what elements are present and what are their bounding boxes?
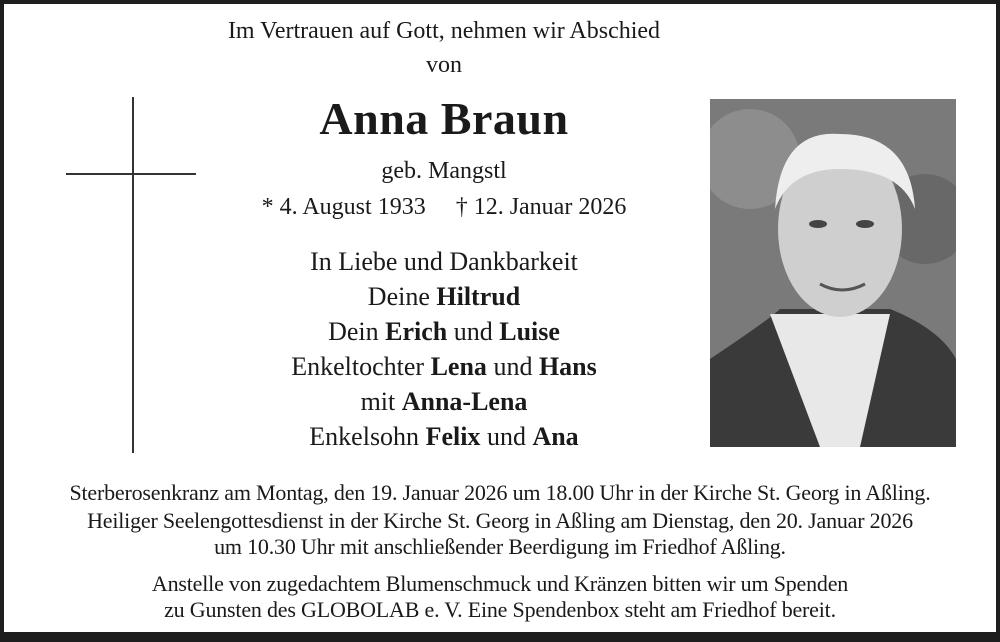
footer-line: um 10.30 Uhr mit anschließender Beerdigung im Friedhof Aßling.	[214, 534, 786, 559]
mourner-text: Enkelsohn	[309, 422, 426, 451]
mourner-name: Hans	[538, 352, 597, 381]
footer-line: Anstelle von zugedachtem Blumenschmuck und Kränzen bitten wir um Spenden	[151, 571, 849, 596]
mourner-text: In Liebe und Dankbarkeit	[310, 247, 578, 276]
mourner-line	[224, 387, 664, 417]
mourner-text: Dein	[328, 317, 386, 346]
footer-line: zu Gunsten des GLOBOLAB e. V. Eine Spendenbox steht am Friedhof bereit.	[164, 597, 836, 622]
mourner-name: Erich	[385, 317, 448, 346]
mourner-name: Luise	[499, 317, 560, 346]
mourner-line	[224, 317, 664, 347]
portrait-photo	[710, 99, 956, 447]
mourner-name: Hiltrud	[436, 282, 521, 311]
mourner-text: und	[447, 317, 500, 346]
mourner-text: und	[480, 422, 533, 451]
intro-text: Im Vertrauen auf Gott, nehmen wir Abschied	[227, 18, 661, 44]
mourner-text: mit	[360, 387, 402, 416]
cross-icon	[132, 97, 134, 453]
mourner-text: Deine	[367, 282, 437, 311]
mourner-line	[224, 352, 664, 382]
deceased-name: Anna Braun	[319, 93, 569, 144]
mourner-text: Enkeltochter	[291, 352, 431, 381]
footer-line: Sterberosenkranz am Montag, den 19. Januar 2026 um 18.00 Uhr in der Kirche St. Georg in Aßling.	[69, 480, 931, 505]
cross-icon-bar	[66, 173, 196, 175]
mourner-name: Lena	[430, 352, 487, 381]
death-date: † 12. Januar 2026	[455, 194, 627, 220]
mourner-name: Anna-Lena	[401, 387, 528, 416]
portrait-image	[710, 99, 956, 447]
birth-date: * 4. August 1933	[261, 194, 426, 220]
mourner-line	[224, 422, 664, 452]
von-text: von	[426, 52, 462, 78]
mourner-text: und	[486, 352, 539, 381]
mourner-line	[224, 282, 664, 312]
mourner-line	[224, 247, 664, 277]
mourner-name: Felix	[425, 422, 481, 451]
footer-line: Heiliger Seelengottesdienst in der Kirche St. Georg in Aßling am Dienstag, den 20. Januar 2026	[87, 508, 913, 533]
maiden-name: geb. Mangstl	[381, 158, 507, 184]
obituary-card	[4, 4, 996, 632]
life-dates	[224, 194, 664, 221]
mourner-name: Ana	[532, 422, 579, 451]
